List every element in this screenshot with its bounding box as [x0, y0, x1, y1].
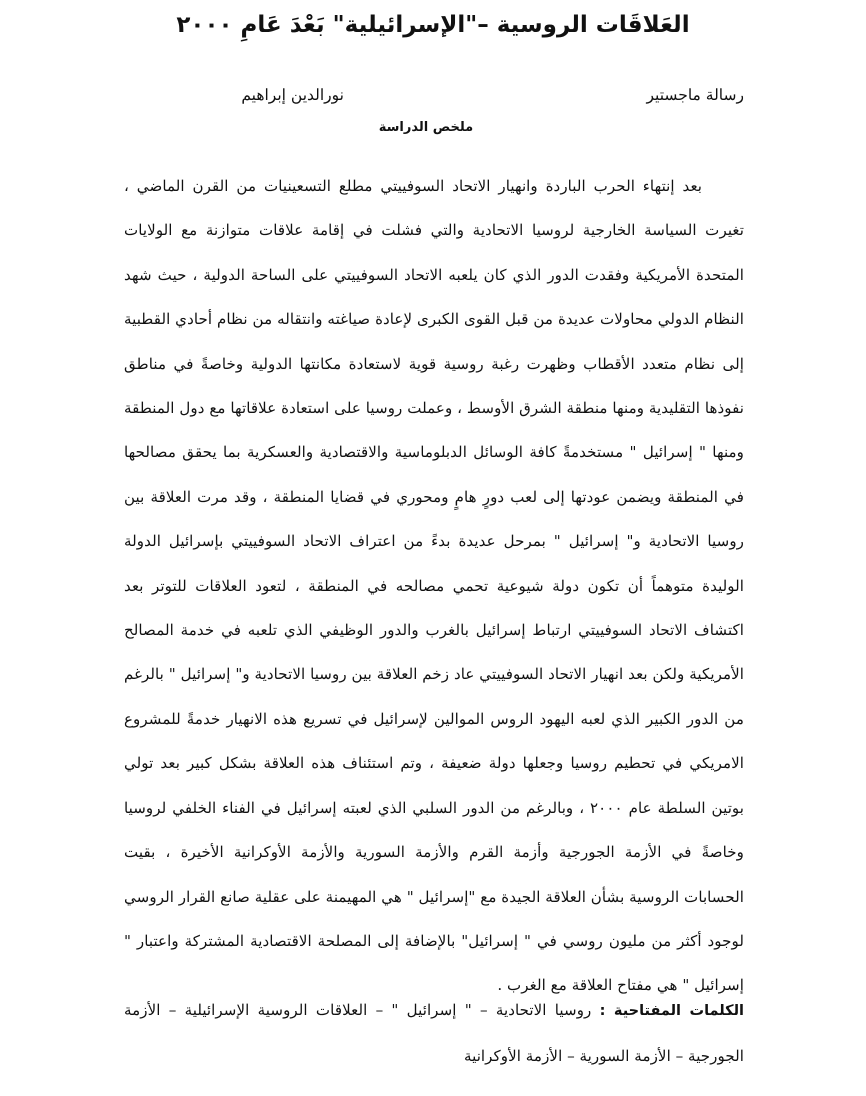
- document-type: رسالة ماجستير: [646, 86, 744, 104]
- document-title: العَلاقَات الروسية –"الإسرائيلية" بَعْدَ عَامِ ٢٠٠٠: [176, 12, 690, 38]
- abstract-heading: ملخص الدراسة: [378, 120, 474, 135]
- author-name: نورالدين إبراهيم: [241, 86, 344, 104]
- keywords-list: روسيا الاتحادية – " إسرائيل " – العلاقات الروسية الإسرائيلية – الأزمة الجورجية – الأزمة السورية – الأزمة الأوكرانية: [124, 1001, 744, 1065]
- keywords-label: الكلمات المفتاحية :: [599, 1003, 745, 1019]
- abstract-paragraph: بعد إنتهاء الحرب الباردة وانهيار الاتحاد السوفييتي مطلع التسعينيات من القرن الماضي ، تغيرت السياسة الخارجية لروسيا الاتحادية والتي فشلت في إقامة علاقات متوازنة مع الولايات المتحدة الأمريكية وفقدت الدور الذي كان يلعبه الاتحاد السوفييتي على الساحة الدولية ، حيث شهد النظام الدولي محاولات عديدة من قبل القوى الكبرى لإعادة صياغته وانتقاله من نظام أحادي القطبية إلى نظام متعدد الأقطاب وظهرت رغبة روسية قوية لاستعادة مكانتها الدولية وخاصةً في مناطق نفوذها التقليدية ومنها منطقة الشرق الأوسط ، وعملت روسيا على استعادة علاقاتها مع دول المنطقة ومنها " إسرائيل " مستخدمةً كافة الوسائل الدبلوماسية والاقتصادية والعسكرية بما يحقق مصالحها في المنطقة ويضمن عودتها إلى لعب دورٍ هامٍ ومحوري في قضايا المنطقة ، وقد مرت العلاقة بين روسيا الاتحادية و" إسرائيل " بمرحل عديدة بدءً من اعتراف الاتحاد السوفييتي بإسرائيل الدولة الوليدة متوهماً أن تكون دولة شيوعية تحمي مصالحه في المنطقة ، لتعود العلاقات للتوتر بعد اكتشاف الاتحاد السوفييتي ارتباط إسرائيل بالغرب والدور الوظيفي الذي تلعبه في خدمة المصالح الأمريكية ولكن بعد انهيار الاتحاد السوفييتي عاد زخم العلاقة بين روسيا الاتحادية و" إسرائيل " بالرغم من الدور الكبير الذي لعبه اليهود الروس الموالين لإسرائيل في تسريع هذه الانهيار خدمةً للمشروع الامريكي في تحطيم روسيا وجعلها دولة ضعيفة ، وتم استئناف هذه العلاقة بشكل كبير بعد تولي بوتين السلطة عام ٢٠٠٠ ، وبالرغم من الدور السلبي الذي لعبته إسرائيل في الفناء الخلفي لروسيا وخاصةً في الأزمة الجورجية وأزمة القرم والأزمة السورية والأزمة الأوكرانية الأخيرة ، بقيت الحسابات الروسية بشأن العلاقة الجيدة مع "إسرائيل " هي المهيمنة على عقلية صانع القرار الروسي لوجود أكثر من مليون روسي في " إسرائيل" بالإضافة إلى المصلحة الاقتصادية المشتركة واعتبار " إسرائيل " هي مفتاح العلاقة مع الغرب .: [124, 177, 744, 995]
- keywords-section: [124, 988, 744, 1079]
